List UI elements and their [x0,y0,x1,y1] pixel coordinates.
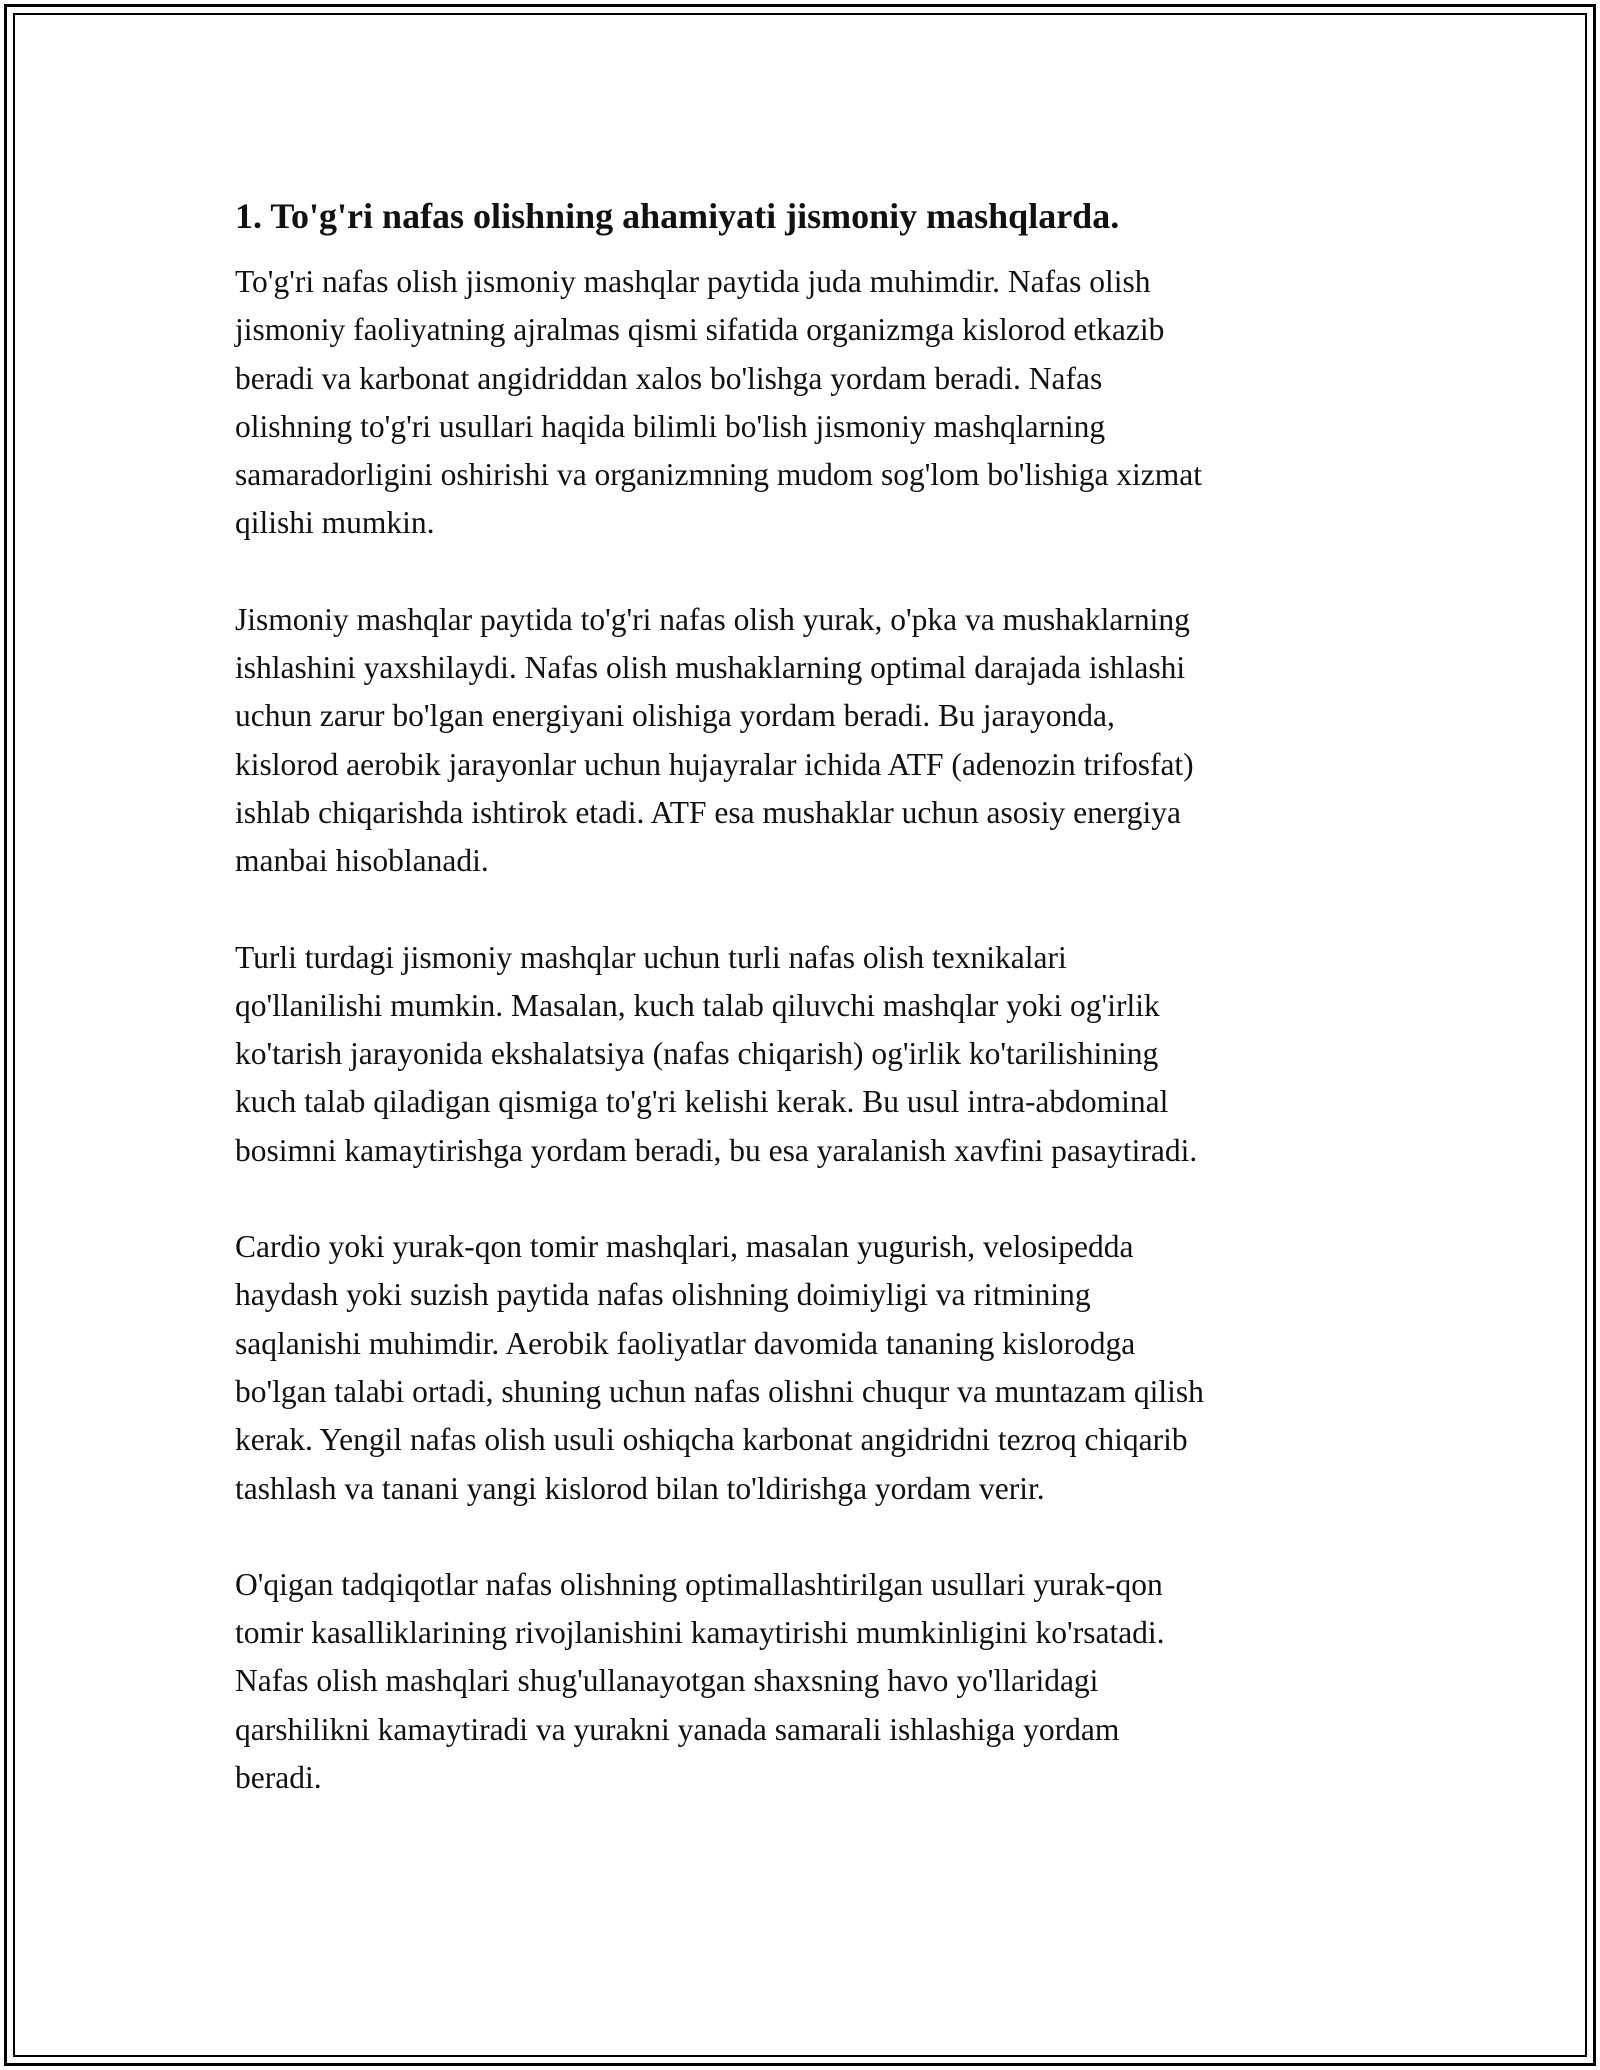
paragraph-line: tomir kasalliklarining rivojlanishini kamaytirishi mumkinligini ko'rsatadi. [235,1615,1165,1651]
paragraph-line: bosimni kamaytirishga yordam beradi, bu esa yaralanish xavfini pasaytiradi. [235,1132,1198,1168]
paragraph-line: Nafas olish mashqlari shug'ullanayotgan shaxsning havo yo'llaridagi [235,1663,1099,1699]
paragraph-line: To'g'ri nafas olish jismoniy mashqlar paytida juda muhimdir. Nafas olish [235,264,1151,299]
paragraph-line: qarshilikni kamaytiradi va yurakni yanada samarali ishlashiga yordam [235,1711,1120,1747]
paragraph-line: O'qigan tadqiqotlar nafas olishning optimallashtirilgan usullari yurak-qon [235,1566,1163,1602]
paragraph-line: kislorod aerobik jarayonlar uchun hujayralar ichida ATF (adenozin trifosfat) [235,746,1194,782]
paragraph-line: beradi va karbonat angidriddan xalos bo'lishga yordam beradi. Nafas [235,360,1103,396]
paragraph-line: bo'lgan talabi ortadi, shuning uchun nafas olishni chuqur va muntazam qilish [235,1373,1204,1409]
paragraph [235,934,1375,1175]
paragraph-line: haydash yoki suzish paytida nafas olishning doimiyligi va ritmining [235,1277,1091,1313]
paragraph-line: olishning to'g'ri usullari haqida bilimli bo'lish jismoniy mashqlarning [235,408,1106,444]
section-heading: 1. To'g'ri nafas olishning ahamiyati jismoniy mashqlarda. [235,196,1120,236]
paragraph-line: ko'tarish jarayonida ekshalatsiya (nafas chiqarish) og'irlik ko'tarilishining [235,1036,1159,1072]
paragraph-line: Jismoniy mashqlar paytida to'g'ri nafas olish yurak, o'pka va mushaklarning [235,601,1190,637]
paragraph [235,596,1375,886]
paragraph-line: Cardio yoki yurak-qon tomir mashqlari, masalan yugurish, velosipedda [235,1229,1134,1265]
paragraph [235,258,1375,548]
paragraph-line: Turli turdagi jismoniy mashqlar uchun turli nafas olish texnikalari [235,939,1067,975]
paragraph [235,1561,1375,1802]
paragraph [235,1223,1375,1513]
paragraph-line: beradi. [235,1760,322,1796]
paragraph-line: manbai hisoblanadi. [235,843,489,879]
paragraph-line: qo'llanilishi mumkin. Masalan, kuch talab qiluvchi mashqlar yoki og'irlik [235,987,1160,1023]
paragraph-line: jismoniy faoliyatning ajralmas qismi sifatida organizmga kislorod etkazib [235,312,1165,348]
paragraph-line: ishlashini yaxshilaydi. Nafas olish mushaklarning optimal darajada ishlashi [235,650,1186,686]
document-body [235,188,1375,1850]
paragraph-line: samaradorligini oshirishi va organizmning mudom sog'lom bo'lishiga xizmat [235,457,1203,493]
paragraph-line: kerak. Yengil nafas olish usuli oshiqcha karbonat angidridni tezroq chiqarib [235,1422,1188,1458]
paragraph-line: uchun zarur bo'lgan energiyani olishiga yordam beradi. Bu jarayonda, [235,698,1115,734]
paragraph-line: ishlab chiqarishda ishtirok etadi. ATF esa mushaklar uchun asosiy energiya [235,794,1181,830]
paragraph-line: tashlash va tanani yangi kislorod bilan to'ldirishga yordam verir. [235,1470,1045,1506]
paragraph-line: saqlanishi muhimdir. Aerobik faoliyatlar davomida tananing kislorodga [235,1325,1136,1361]
paragraph-line: qilishi mumkin. [235,505,435,541]
paragraph-line: kuch talab qiladigan qismiga to'g'ri kelishi kerak. Bu usul intra-abdominal [235,1084,1169,1120]
paragraph-list [235,258,1375,1802]
